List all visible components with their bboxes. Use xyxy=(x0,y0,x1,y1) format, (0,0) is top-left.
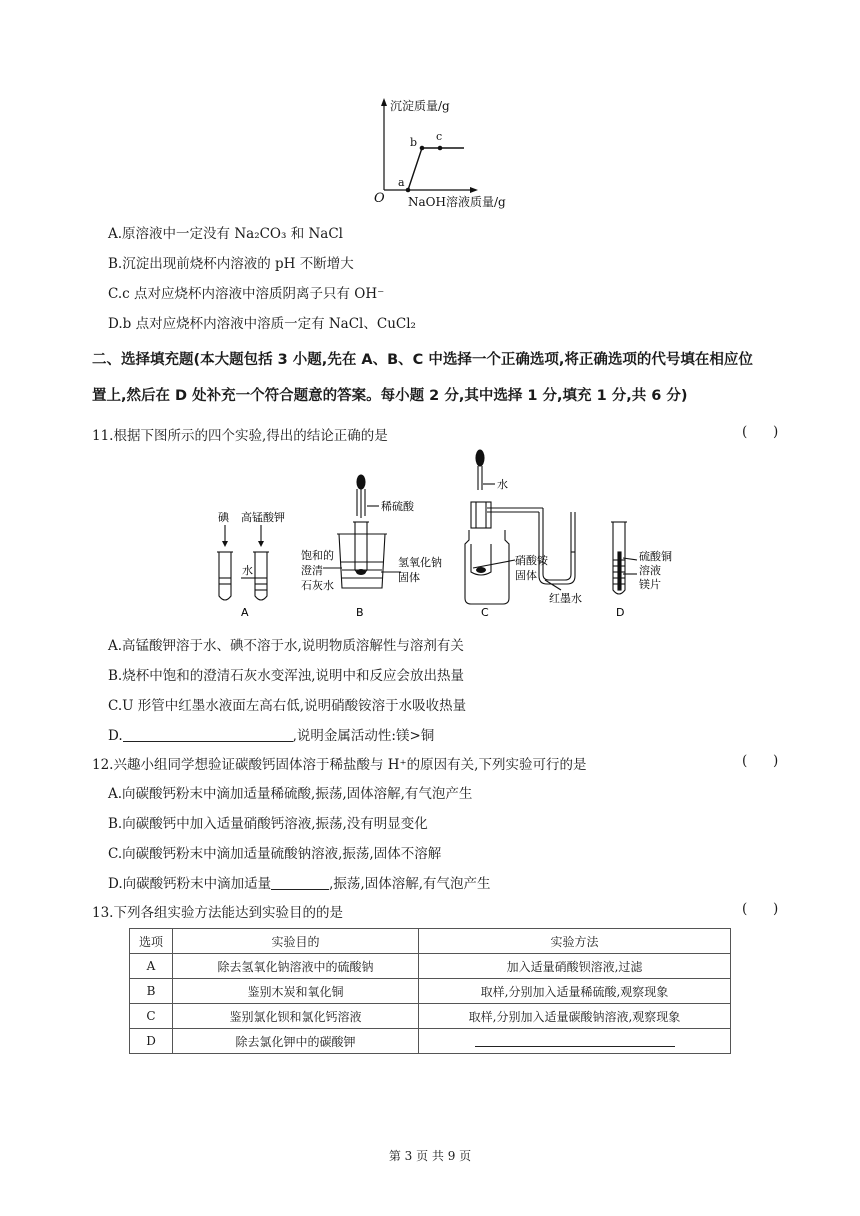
fig-b-lime3: 石灰水 xyxy=(301,579,334,592)
q11-option-c: C.U 形管中红墨水液面左高右低,说明硝酸铵溶于水吸收热量 xyxy=(108,698,467,714)
fig-b-naoh1: 氢氧化钠 xyxy=(398,556,442,569)
table-row xyxy=(130,1029,731,1054)
q11-option-d-prefix: D. xyxy=(108,728,123,744)
q11-option-a: A.高锰酸钾溶于水、碘不溶于水,说明物质溶解性与溶剂有关 xyxy=(108,638,464,654)
q10-option-d: D.b 点对应烧杯内溶液中溶质一定有 NaCl、CuCl₂ xyxy=(108,316,416,332)
graph-x-label: NaOH溶液质量/g xyxy=(408,195,506,209)
fig-a-iodine: 碘 xyxy=(218,511,229,524)
fig-c-water: 水 xyxy=(497,478,508,491)
fig-c-ink: 红墨水 xyxy=(549,592,582,605)
fig-a-kmno4: 高锰酸钾 xyxy=(241,511,285,524)
q12-fill-blank[interactable] xyxy=(271,875,329,890)
table-cell: 鉴别氯化钡和氯化钙溶液 xyxy=(173,1004,419,1029)
precipitate-graph xyxy=(370,96,520,214)
table-header-row xyxy=(130,929,731,954)
q13-stem: 13.下列各组实验方法能达到实验目的的是 xyxy=(92,905,343,921)
fig-b-lime1: 饱和的 xyxy=(301,549,334,562)
graph-origin: O xyxy=(374,191,385,206)
table-cell: 取样,分别加入适量稀硫酸,观察现象 xyxy=(419,979,731,1004)
fig-c-nh4no3-1: 硝酸铵 xyxy=(515,554,548,567)
table-row xyxy=(130,954,731,979)
q11-experiment-figure xyxy=(205,448,685,620)
table-cell: A xyxy=(130,954,173,979)
table-row xyxy=(130,1004,731,1029)
table-header-option: 选项 xyxy=(130,929,173,954)
fig-d-cuso4-2: 溶液 xyxy=(639,564,661,577)
table-header-purpose: 实验目的 xyxy=(173,929,419,954)
fig-a-water: 水 xyxy=(242,564,253,577)
fig-b-caption: B xyxy=(356,606,364,619)
table-cell: 取样,分别加入适量碳酸钠溶液,观察现象 xyxy=(419,1004,731,1029)
q13-table xyxy=(129,928,731,1054)
table-cell: 除去氢氧化钠溶液中的硫酸钠 xyxy=(173,954,419,979)
q11-stem: 11.根据下图所示的四个实验,得出的结论正确的是 xyxy=(92,428,388,444)
q11-option-d xyxy=(108,724,434,744)
q12-option-c: C.向碳酸钙粉末中滴加适量硫酸钠溶液,振荡,固体不溶解 xyxy=(108,846,442,862)
table-cell: 除去氯化钾中的碳酸钾 xyxy=(173,1029,419,1054)
fig-d-caption: D xyxy=(616,606,625,619)
q12-option-d xyxy=(108,872,491,892)
q12-stem: 12.兴趣小组同学想验证碳酸钙固体溶于稀盐酸与 H⁺的原因有关,下列实验可行的是 xyxy=(92,757,587,773)
fig-c-nh4no3-2: 固体 xyxy=(515,569,537,582)
experiment-a xyxy=(217,525,269,600)
graph-y-label: 沉淀质量/g xyxy=(390,99,450,113)
table-header-method: 实验方法 xyxy=(419,929,731,954)
fig-a-caption: A xyxy=(241,606,249,619)
q12-option-b: B.向碳酸钙中加入适量硝酸钙溶液,振荡,没有明显变化 xyxy=(108,816,428,832)
fig-d-cuso4-1: 硫酸铜 xyxy=(639,550,672,563)
q11-option-b: B.烧杯中饱和的澄清石灰水变浑浊,说明中和反应会放出热量 xyxy=(108,668,465,684)
q10-option-c: C.c 点对应烧杯内溶液中溶质阴离子只有 OH⁻ xyxy=(108,286,385,302)
graph-point-b: b xyxy=(410,136,418,149)
q13-answer-paren[interactable]: ( ) xyxy=(742,901,779,917)
q12-option-d-suffix: ,振荡,固体溶解,有气泡产生 xyxy=(329,876,491,892)
q12-answer-paren[interactable]: ( ) xyxy=(742,753,779,769)
graph-point-a: a xyxy=(398,176,405,189)
q11-fill-blank[interactable] xyxy=(123,727,293,742)
section-heading-line1: 二、选择填充题(本大题包括 3 小题,先在 A、B、C 中选择一个正确选项,将正确选项的代号填在相应位 xyxy=(92,352,753,368)
fig-b-lime2: 澄清 xyxy=(301,564,323,577)
graph-point-c: c xyxy=(436,130,443,143)
q12-option-a: A.向碳酸钙粉末中滴加适量稀硫酸,振荡,固体溶解,有气泡产生 xyxy=(108,786,473,802)
q10-option-b: B.沉淀出现前烧杯内溶液的 pH 不断增大 xyxy=(108,256,354,272)
table-cell-blank[interactable] xyxy=(419,1029,731,1054)
q11-option-d-suffix: ,说明金属活动性:镁>铜 xyxy=(292,728,435,744)
fig-b-acid: 稀硫酸 xyxy=(381,500,414,513)
table-cell: B xyxy=(130,979,173,1004)
q10-option-a: A.原溶液中一定没有 Na₂CO₃ 和 NaCl xyxy=(108,226,344,242)
table-cell: 加入适量硝酸钡溶液,过滤 xyxy=(419,954,731,979)
fig-c-caption: C xyxy=(481,606,489,619)
q11-answer-paren[interactable]: ( ) xyxy=(742,424,779,440)
table-cell: D xyxy=(130,1029,173,1054)
experiment-d xyxy=(611,522,637,594)
table-cell: 鉴别木炭和氧化铜 xyxy=(173,979,419,1004)
q12-option-d-prefix: D.向碳酸钙粉末中滴加适量 xyxy=(108,876,272,892)
section-heading-line2: 置上,然后在 D 处补充一个符合题意的答案。每小题 2 分,其中选择 1 分,填充 1 分,共 6 分) xyxy=(92,388,688,404)
table-row xyxy=(130,979,731,1004)
table-cell: C xyxy=(130,1004,173,1029)
fig-b-naoh2: 固体 xyxy=(398,571,420,584)
q13-fill-blank[interactable] xyxy=(475,1034,675,1047)
fig-d-mg: 镁片 xyxy=(639,578,661,591)
page-footer: 第 3 页 共 9 页 xyxy=(388,1149,472,1163)
